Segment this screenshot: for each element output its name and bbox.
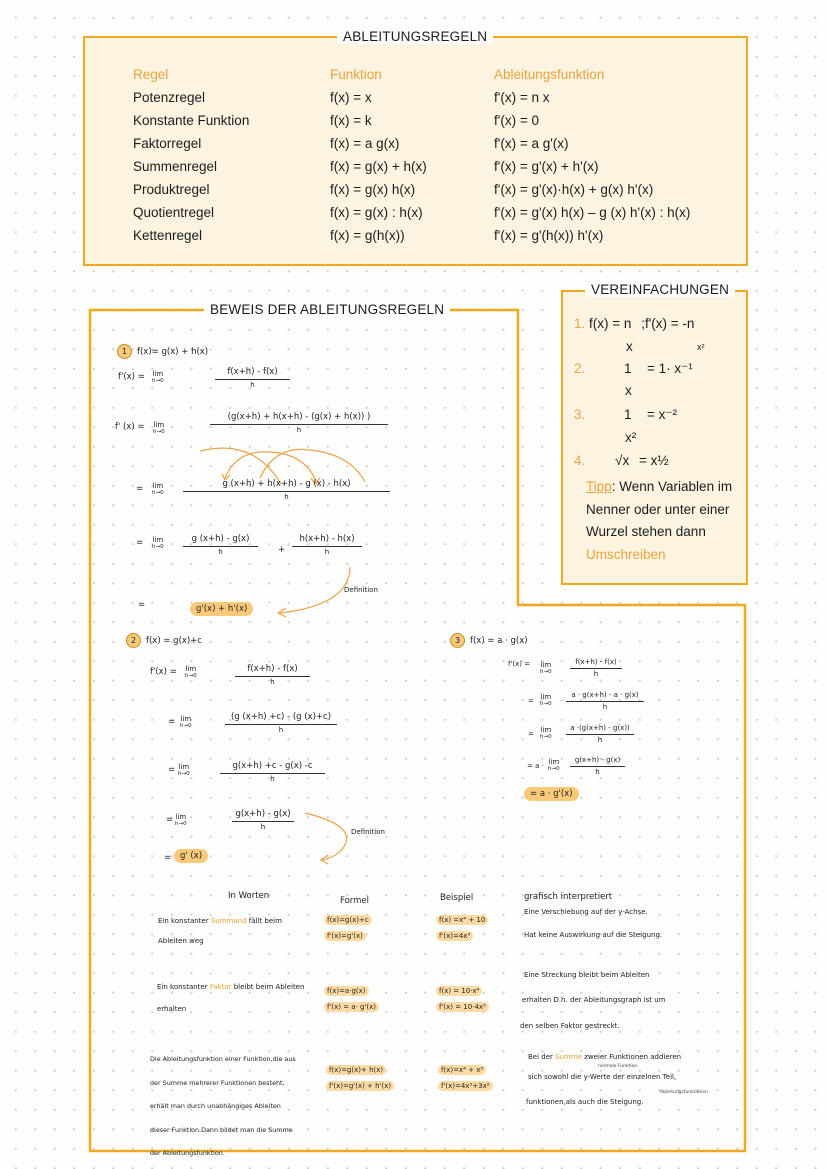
lim-symbol: lim h→0	[540, 661, 552, 675]
s2-l4-frac: g(x+h) - g(x) h	[232, 809, 294, 831]
vf-num: 4.	[574, 453, 586, 468]
s3-l1-lhs: f'(x) =	[508, 660, 531, 668]
rule-derivative: f'(x) = g'(x) + h'(x)	[494, 159, 599, 174]
vf-den: x	[625, 383, 632, 398]
tip-highlight: Umschreiben	[586, 546, 666, 562]
rule-function: f(x) = g(x) : h(x)	[330, 205, 423, 220]
eq-sign: =	[168, 765, 176, 775]
vf-den: x	[626, 339, 633, 354]
lim-symbol: lim h→0	[153, 421, 165, 435]
rule-derivative: f'(x) = n x	[494, 90, 550, 105]
lim-symbol: lim h→0	[548, 758, 560, 772]
row3-grafisch3: funktionen,als auch die Steigung.	[526, 1098, 644, 1106]
rule-name: Faktorregel	[133, 136, 202, 151]
eq-sign: =	[528, 697, 534, 705]
s1-l2-frac: (g(x+h) + h(x+h) - (g(x) + h(x)) ) h	[210, 412, 388, 434]
s1-l4-frac2: h(x+h) - h(x) h	[292, 534, 362, 556]
s3-head: f(x) = a · g(x)	[470, 636, 528, 646]
s2-result: g' (x)	[174, 851, 208, 861]
s3-l1-frac: f(x+h) - f(x) h	[570, 658, 622, 678]
s1-l1-lhs: f'(x) =	[118, 372, 145, 382]
rule-name: Summenregel	[133, 159, 218, 174]
tip-label: Tipp	[586, 479, 612, 494]
rule-function: f(x) = g(x) h(x)	[330, 182, 416, 197]
rule-name: Quotientregel	[133, 205, 215, 220]
rule-derivative: f'(x) = g'(h(x)) h'(x)	[494, 228, 604, 243]
s1-head: f(x)= g(x) + h(x)	[137, 347, 209, 357]
row1-formel: f(x)=g(x)+c f'(x)=g'(x)	[324, 912, 372, 944]
tip-text: : Wenn Variablen im Nenner oder unter einer Wurzel stehen dann	[586, 479, 733, 539]
lim-symbol: lim h→0	[152, 370, 164, 384]
lim-symbol: lim h→0	[185, 665, 197, 679]
eq-sign: =	[166, 815, 174, 825]
row1-beispiel: f(x) =x⁴ + 10 f'(x)=4x³	[436, 912, 488, 944]
row2-grafisch3: den selben Faktor gestreckt.	[520, 1022, 620, 1030]
row3-grafisch1: Bei der Summe zweier Funktionen addieren	[528, 1053, 682, 1061]
rule-name: Kettenregel	[133, 228, 203, 243]
row3-note1: normale Funktion	[598, 1064, 638, 1069]
s1-l4-frac1: g (x+h) - g(x) h	[183, 534, 258, 556]
vf-item-3	[574, 404, 585, 426]
th-beispiel: Beispiel	[440, 893, 474, 903]
eq-sign: =	[168, 717, 176, 727]
eq-sign: =	[138, 600, 146, 610]
vf-expr: √x	[615, 453, 630, 468]
plus-sign: +	[278, 545, 286, 555]
rule-derivative: f'(x) = g'(x)·h(x) + g(x) h'(x)	[494, 182, 654, 197]
s2-head: f(x) = g(x)+c	[146, 636, 203, 646]
row2-worte: Ein konstanter Faktor bleibt beim Ableiten erhalten	[157, 983, 305, 1013]
header-regel: Regel	[133, 67, 169, 82]
vf-numer: 1	[624, 407, 632, 422]
row2-beispiel: f(x) = 10·x⁴ f'(x) = 10·4x³	[436, 983, 489, 1015]
lim-symbol: lim h→0	[180, 715, 192, 729]
header-ableitung: Ableitungsfunktion	[494, 67, 605, 82]
vf-result: = x½	[638, 453, 669, 468]
vf-tip	[586, 476, 746, 566]
row2-grafisch2: erhalten D.h. der Ableitungsgraph ist um	[522, 996, 666, 1004]
s2-l2-frac: (g (x+h) +c) - (g (x)+c) h	[225, 712, 337, 734]
vf-result: = x⁻²	[647, 407, 678, 422]
s3-result: = a · g'(x)	[524, 789, 579, 799]
rule-function: f(x) = x	[330, 90, 372, 105]
th-formel: Formel	[340, 896, 370, 906]
vf-num: 3.	[574, 407, 586, 422]
definition-label: Definition	[351, 828, 385, 836]
s2-l1-frac: f(x+h) - f(x) h	[235, 664, 310, 686]
th-grafisch: grafisch interpretiert	[524, 892, 613, 902]
step-number-badge: 1	[117, 344, 132, 359]
vf-result: = 1· x⁻¹	[647, 361, 693, 376]
eq-sign: =	[136, 484, 144, 494]
rules-box-title: ABLEITUNGSREGELN	[337, 29, 493, 44]
s1-header	[117, 344, 208, 359]
row1-grafisch1: Eine Verschiebung auf der y-Achse.	[524, 908, 648, 916]
s2-l1-lhs: f'(x) =	[150, 667, 177, 677]
row1-grafisch2: Hat keine Auswirkung auf die Steigung.	[524, 931, 663, 939]
row3-grafisch2: sich sowohl die y-Werte der einzelnen Teil,	[528, 1073, 677, 1081]
row3-beispiel: f(x)=x⁴ + x³ f'(x)=4x³+3x²	[438, 1062, 493, 1094]
step-number-badge: 2	[126, 633, 141, 648]
s2-header	[126, 633, 202, 648]
vf-numer: 1	[624, 361, 632, 376]
s1-l2-lhs: f' (x) =	[115, 422, 145, 432]
eq-sign: =	[528, 730, 534, 738]
row1-worte: Ein konstanter Summand fällt beim Ableiten weg	[158, 917, 282, 945]
vf-num: 1.	[574, 316, 586, 331]
s3-l2-frac: a · g(x+h) - a · g(x) h	[566, 691, 644, 711]
rule-name: Potenzregel	[133, 90, 206, 105]
row2-grafisch1: Eine Streckung bleibt beim Ableiten	[524, 971, 650, 979]
header-funktion: Funktion	[330, 67, 382, 82]
vereinfachungen-title: VEREINFACHUNGEN	[585, 282, 735, 297]
eq-sign: =	[136, 538, 144, 548]
s2-l3-frac: g(x+h) +c - g(x) -c h	[220, 761, 325, 783]
rule-function: f(x) = g(x) + h(x)	[330, 159, 427, 174]
s3-l4-pre: = a ·	[527, 762, 544, 770]
rule-name: Konstante Funktion	[133, 113, 250, 128]
s3-l4-frac: g(x+h) - g(x) h	[570, 756, 625, 776]
rule-function: f(x) = k	[330, 113, 372, 128]
s3-l3-frac: a ·(g(x+h) - g(x)) h	[566, 724, 634, 744]
lim-symbol: lim h→0	[152, 482, 164, 496]
vf-item-2	[574, 358, 585, 380]
rule-derivative: f'(x) = g'(x) h(x) – g (x) h'(x) : h(x)	[494, 205, 691, 220]
eq-sign: =	[164, 853, 172, 863]
lim-symbol: lim h→0	[540, 693, 552, 707]
vf-left: f(x) = n	[589, 316, 632, 331]
step-number-badge: 3	[450, 633, 465, 648]
s1-result: g'(x) + h'(x)	[190, 604, 253, 614]
s1-l3-frac: g (x+h) + h(x+h) - g (x) - h(x) h	[183, 479, 390, 501]
th-worte: In Worten	[228, 891, 270, 901]
vf-item-4	[574, 450, 669, 472]
row3-formel: f(x)=g(x)+ h(x) f'(x)=g'(x) + h'(x)	[326, 1062, 394, 1094]
vf-num: 2.	[574, 361, 586, 376]
s1-l1-frac: f(x+h) - f(x) h	[215, 367, 290, 389]
rule-derivative: f'(x) = a g'(x)	[494, 136, 569, 151]
row3-worte: Die Ableitungsfunktion einer Funktion,die aus der Summe mehrerer Funktionen besteht, erhält man durch unabhängiges Ableiten dieser Funktion.Dann bildet man die Summe der Ableitungsfunktion.	[150, 1055, 296, 1157]
rule-derivative: f'(x) = 0	[494, 113, 539, 128]
rule-name: Produktregel	[133, 182, 210, 197]
s3-header	[450, 633, 528, 648]
lim-symbol: lim h→0	[178, 763, 190, 777]
vf-right: ;f'(x) = -n	[641, 316, 695, 331]
rule-function: f(x) = a g(x)	[330, 136, 400, 151]
beweis-title: BEWEIS DER ABLEITUNGSREGELN	[204, 302, 450, 317]
vf-den: x²	[625, 430, 637, 445]
vf-item-1	[574, 313, 694, 335]
definition-label: Definition	[344, 586, 378, 594]
lim-symbol: lim h→0	[152, 536, 164, 550]
row3-note2: Ableitungsfunktionen	[660, 1090, 709, 1095]
rule-function: f(x) = g(h(x))	[330, 228, 405, 243]
row2-formel: f(x)=a·g(x) f'(x) = a· g'(x)	[324, 983, 379, 1015]
vf-den: x²	[697, 342, 705, 352]
lim-symbol: lim h→0	[175, 813, 187, 827]
lim-symbol: lim h→0	[540, 726, 552, 740]
